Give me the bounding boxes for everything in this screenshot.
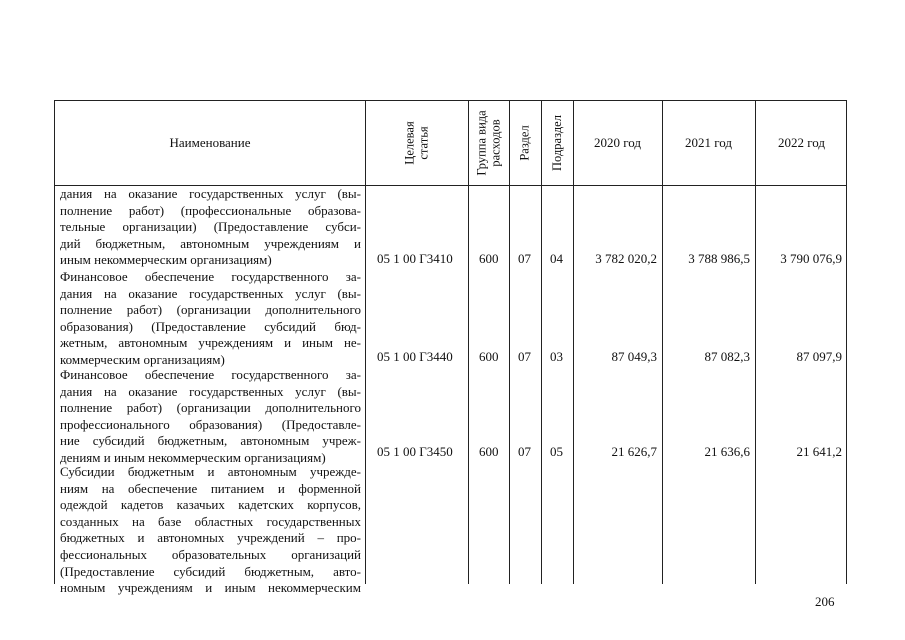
row-value-2021: 3 788 986,5 [688,251,750,266]
row-expense-group: 600 [479,444,499,459]
row-name-line: одеждой кадетов казачьих кадетских корпусов, [60,497,361,513]
row-name-line: Финансовое обеспечение государственного за- [60,367,361,382]
row-name-line: дания на оказание государственных услуг (вы- [60,186,361,201]
header-target-article [365,101,468,185]
header-name [55,101,365,185]
header-group-line2: расходов [488,119,503,167]
header-2021-label: 2021 год [685,135,732,150]
row-name-line: профессионального образования) (Предоставле- [60,416,361,432]
row-name-line: образования) (Предоставление субсидий бюд- [60,318,361,334]
row-name-line: ние субсидий бюджетным, автономным учреж- [60,433,361,449]
header-2022-label: 2022 год [778,135,825,150]
row-value-2022: 3 790 076,9 [780,251,842,266]
row-value-2022: 21 641,2 [796,444,842,459]
row-name-line: полнение работ) (организации дополнительного [60,302,361,318]
row-name-line: дениям и иным некоммерческим организациям) [60,449,326,465]
row-subsection: 05 [550,444,563,459]
row-target-article: 05 1 00 Г3440 [377,349,453,364]
row-name-line: номным учреждениям и иным некоммерческим [60,580,361,596]
header-section [509,101,541,185]
row-name-line: дий бюджетным, автономным учреждениям и [60,235,361,251]
header-subsection [541,101,573,185]
row-name-line: (Предоставление субсидий бюджетным, авто- [60,563,361,579]
row-expense-group: 600 [479,349,499,364]
header-name-label: Наименование [169,135,251,150]
header-2022 [755,101,848,185]
row-name-line: полнение работ) (организации дополнительного [60,400,361,416]
row-name-line: полнение работ) (профессиональные образова- [60,202,361,218]
row-value-2022: 87 097,9 [796,349,842,364]
row-name-line: бюджетных и автономных учреждений – про- [60,530,361,546]
row-target-article: 05 1 00 Г3410 [377,251,453,266]
row-section: 07 [518,251,531,266]
row-value-2020: 87 049,3 [611,349,657,364]
header-2020-label: 2020 год [594,135,641,150]
row-name-line: тельные организации) (Предоставление субси- [60,219,361,235]
row-section: 07 [518,444,531,459]
row-subsection: 03 [550,349,563,364]
row-name-line: созданных на базе областных государственных [60,513,361,529]
row-name [60,464,361,597]
row-name-line: Субсидии бюджетным и автономным учрежде- [60,464,361,479]
row-value-2021: 87 082,3 [704,349,750,364]
header-2021 [662,101,755,185]
page-number: 206 [815,594,835,609]
header-subsection-label: Подраздел [550,115,564,171]
row-name-line: Финансовое обеспечение государственного за- [60,269,361,284]
header-target-line1: Целевая [402,121,417,165]
budget-table [54,100,847,596]
row-name-line: дания на оказание государственных услуг (вы- [60,383,361,399]
header-group-line1: Группа вида [474,110,489,176]
row-name-line: фессиональных образовательных организаций [60,546,361,562]
row-name [60,367,361,467]
row-section: 07 [518,349,531,364]
row-expense-group: 600 [479,251,499,266]
row-name-line: коммерческим организациям) [60,351,225,367]
row-name-line: иным некоммерческим организациям) [60,252,272,268]
row-value-2020: 3 782 020,2 [595,251,657,266]
row-name-line: дания на оказание государственных услуг (вы- [60,285,361,301]
row-value-2020: 21 626,7 [611,444,657,459]
header-target-line2: статья [416,126,431,160]
row-name-line: ниям на обеспечение питанием и форменной [60,480,361,496]
row-subsection: 04 [550,251,563,266]
row-name [60,186,361,269]
header-expense-group [468,101,509,185]
row-target-article: 05 1 00 Г3450 [377,444,453,459]
header-2020 [573,101,662,185]
header-section-label: Раздел [518,125,533,161]
row-name [60,269,361,369]
row-value-2021: 21 636,6 [704,444,750,459]
row-name-line: жетным, автономным учреждениям и иным не- [60,335,361,351]
